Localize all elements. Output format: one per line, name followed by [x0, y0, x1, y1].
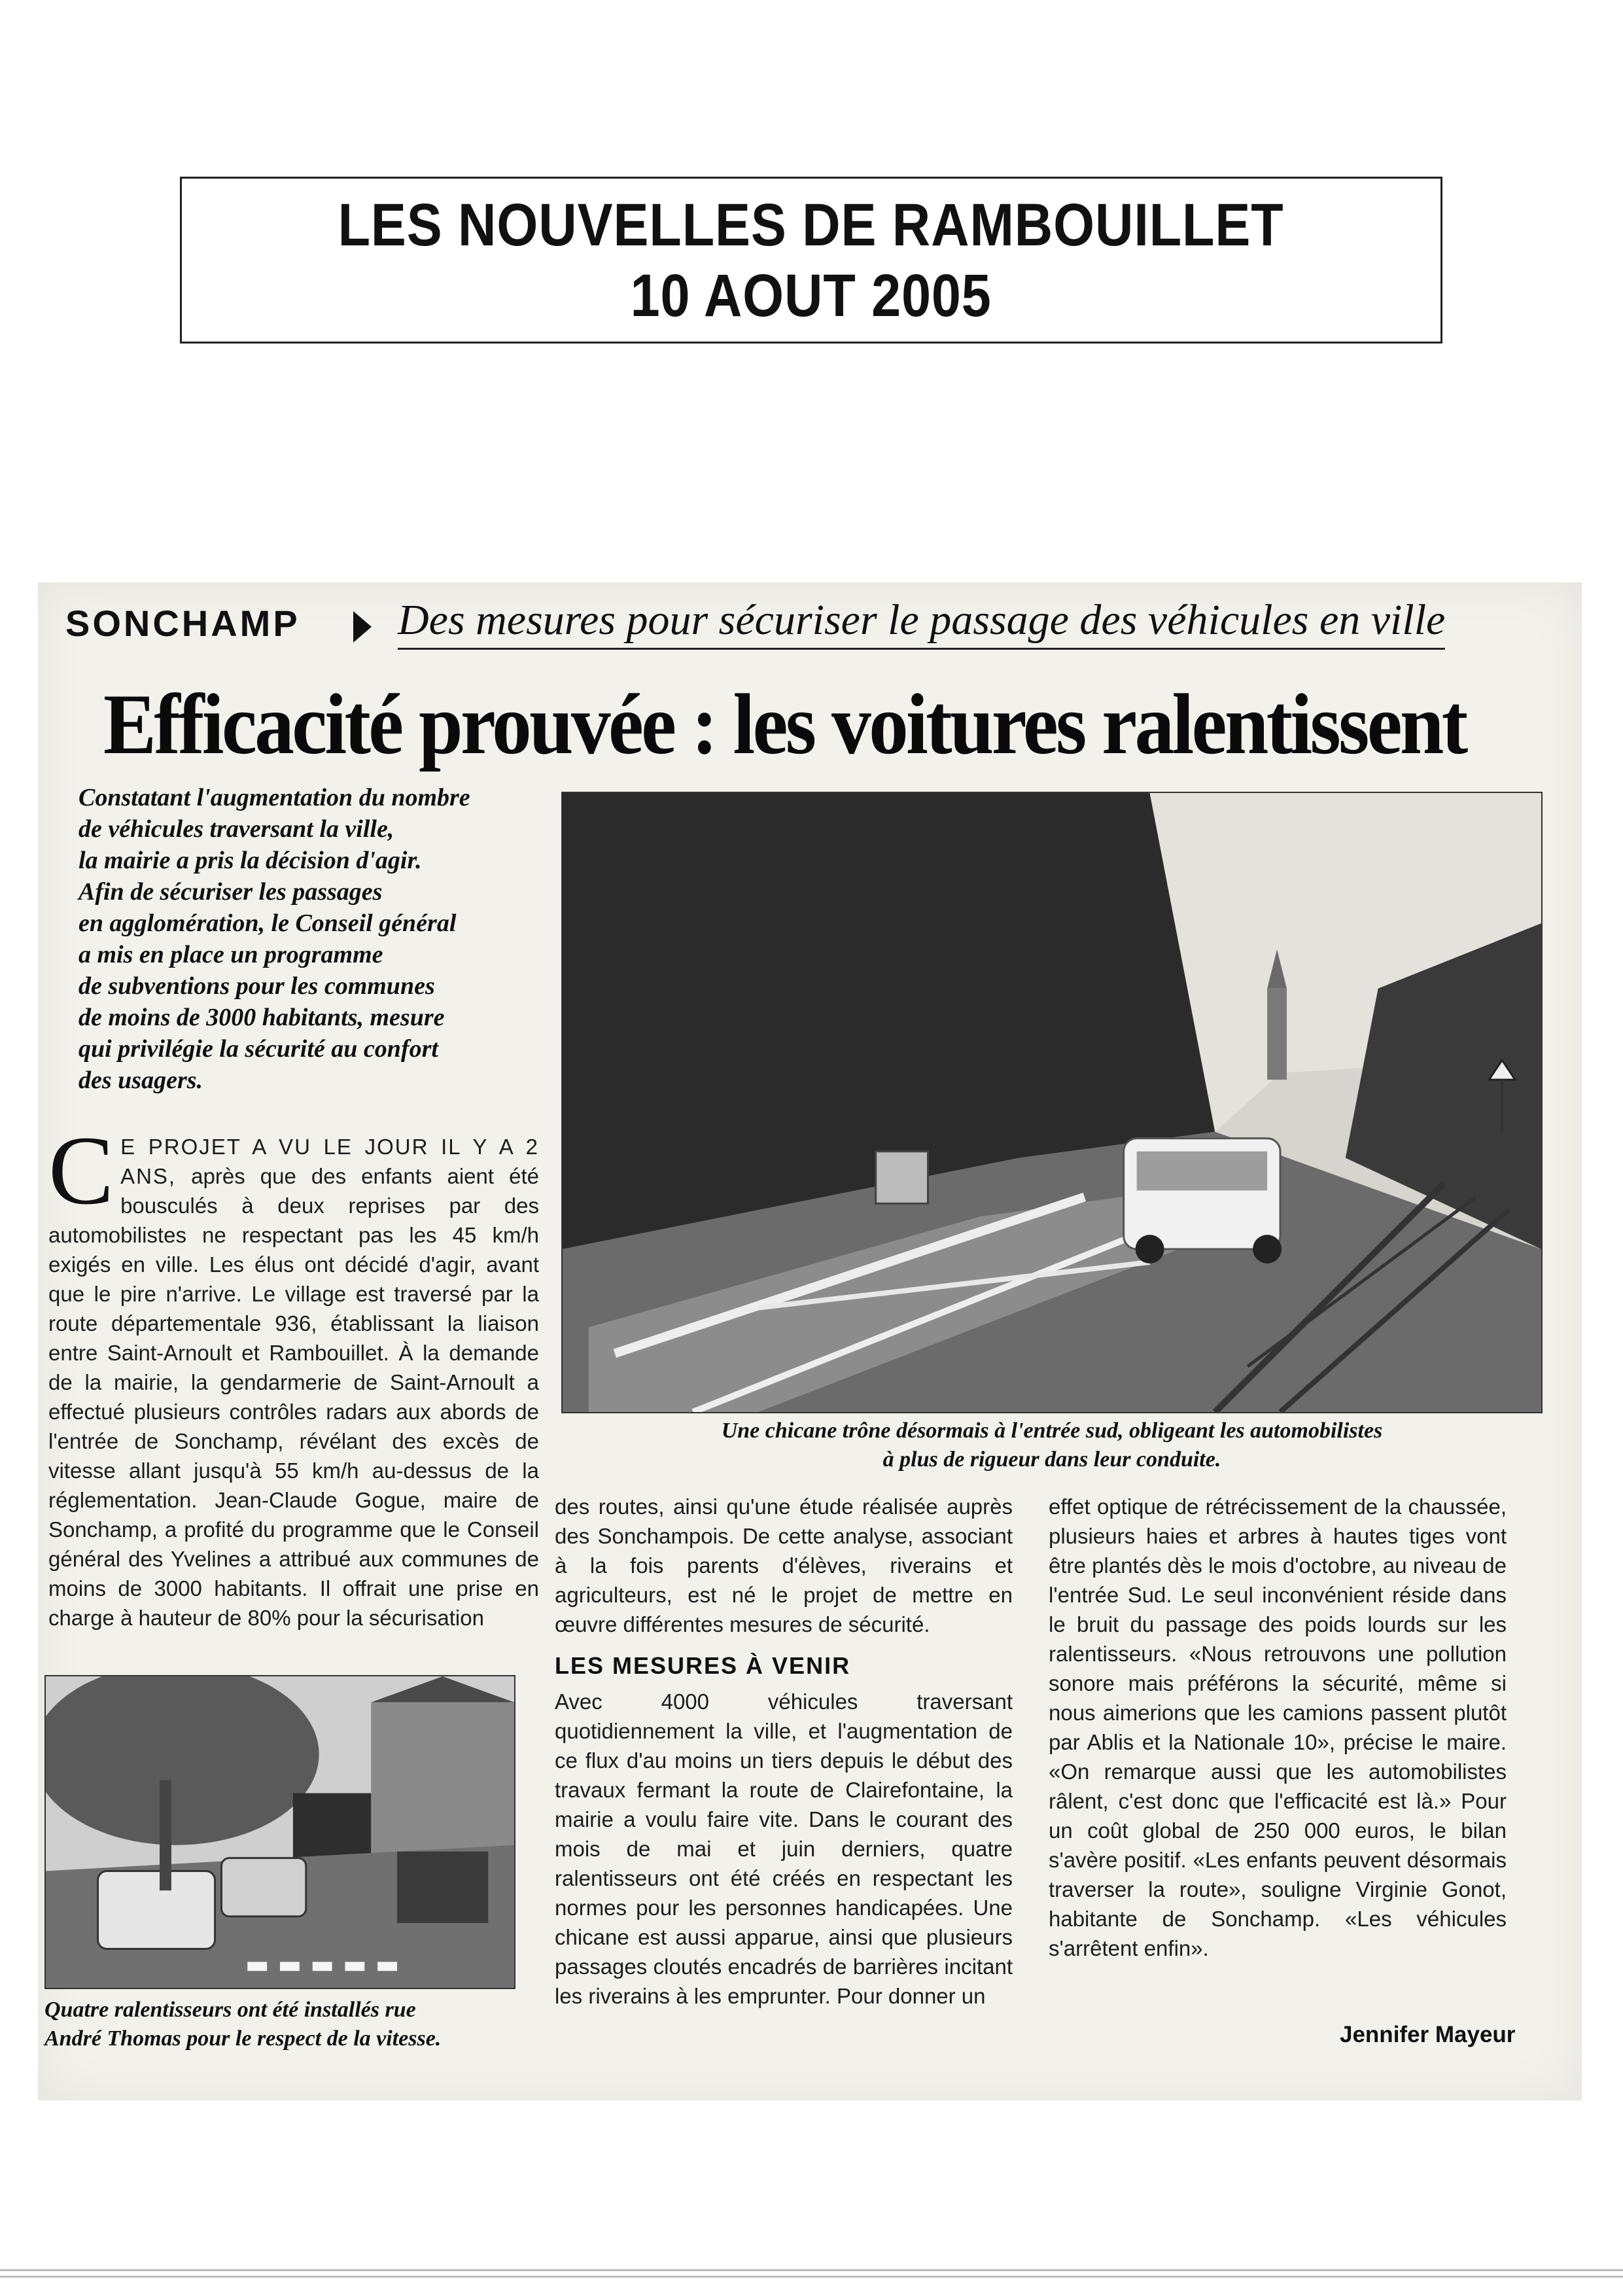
- article-deck: Des mesures pour sécuriser le passage des véhicules en ville: [398, 595, 1445, 650]
- caption-line: Quatre ralentisseurs ont été installés rue: [44, 1998, 416, 2022]
- standfirst-line: a mis en place un programme: [79, 941, 383, 968]
- scan-edge-line: [0, 2276, 1623, 2278]
- standfirst-line: en agglomération, le Conseil général: [79, 910, 457, 937]
- standfirst-line: de subventions pour les communes: [79, 972, 435, 1000]
- column-2-text-b: Avec 4000 véhicules traversant quotidiennement la ville, et l'augmentation de ce flux d'au moins un tiers depuis le début des travaux fermant la route de Clairefontaine, la mairie a voulu faire vite. Dans le courant des mois de mai et juin derniers, quatre ralentisseurs ont été créés en respectant les normes pour les personnes handicapées. Une chicane est aussi apparue, ainsi que plusieurs passages cloutés encadrés de barrières incitant les riverains à les emprunter. Pour donner un: [555, 1689, 1013, 2008]
- lead-in: E PROJET A VU LE JOUR IL Y A 2 ANS,: [120, 1135, 539, 1188]
- scan-edge-line: [0, 2269, 1623, 2271]
- author-signature: Jennifer Mayeur: [1340, 2022, 1516, 2047]
- chicane-photo: [561, 792, 1543, 1413]
- standfirst-line: de véhicules traversant la ville,: [79, 815, 394, 843]
- article-clipping: [38, 582, 1582, 2100]
- caption-line: Une chicane trône désormais à l'entrée sud, obligeant les automobilistes: [721, 1419, 1383, 1443]
- standfirst-line: la mairie a pris la décision d'agir.: [79, 847, 422, 874]
- publication-date: 10 AOUT 2005: [630, 262, 992, 329]
- section-label: SONCHAMP: [65, 603, 300, 644]
- standfirst-line: des usagers.: [79, 1067, 203, 1094]
- article-column-1: [48, 1116, 539, 1633]
- caption-line: André Thomas pour le respect de la vitesse.: [44, 2026, 442, 2051]
- column-3-text: effet optique de rétrécissement de la chaussée, plusieurs haies et arbres à hautes tiges vont être plantés dès le mois d'octobre, au niveau de l'entrée Sud. Le seul inconvénient réside dans le bruit du passage des poids lourds sur les ralentisseurs. «Nous retrouvons une pollution sonore mais préférons la sécurité, même si nous aimerions que les camions passent plutôt par Ablis et la Nationale 10», précise le maire. «On remarque aussi que les automobilistes râlent, c'est donc que l'efficacité est là.» Pour un coût global de 250 000 euros, le bilan s'avère positif. «Les enfants peuvent désormais traverser la route», souligne Virginie Gonot, habitante de Sonchamp. «Les véhicules s'arrêtent enfin».: [1049, 1494, 1507, 1960]
- standfirst-line: de moins de 3000 habitants, mesure: [79, 1004, 445, 1031]
- section-subhead: LES MESURES À VENIR: [555, 1652, 851, 1679]
- speed-bump-photo: [44, 1675, 515, 1989]
- article-headline: Efficacité prouvée : les voitures ralentissent: [103, 676, 1466, 772]
- newspaper-header-box: [180, 177, 1442, 344]
- main-photo-caption: [574, 1417, 1529, 1474]
- section-arrow-icon: [353, 611, 372, 643]
- caption-line: à plus de rigueur dans leur conduite.: [882, 1447, 1221, 1472]
- small-photo-caption: [44, 1996, 529, 2053]
- drop-cap: C: [48, 1116, 114, 1225]
- standfirst-line: Constatant l'augmentation du nombre: [79, 784, 470, 811]
- article-standfirst: [79, 782, 536, 1096]
- article-column-3: [1049, 1492, 1507, 1963]
- standfirst-line: qui privilégie la sécurité au confort: [79, 1035, 438, 1063]
- article-column-2: [555, 1492, 1013, 2011]
- column-1-text: après que des enfants aient été bousculés à deux reprises par des automobilistes ne respectant pas les 45 km/h exigés en ville. Les élus ont décidé d'agir, avant que le pire n'arrive. Le village est traversé par la route départementale 936, établissant la liaison entre Saint-Arnoult et Rambouillet. À la demande de la mairie, la gendarmerie de Saint-Arnoult a effectué plusieurs contrôles radars aux abords de l'entrée de Sonchamp, révélant des excès de vitesse allant jusqu'à 55 km/h au-dessus de la réglementation. Jean-Claude Gogue, maire de Sonchamp, a profité du programme que le Conseil général des Yvelines a attribué aux communes de moins de 3000 habitants. Il offrait une prise en charge à hauteur de 80% pour la sécurisation: [48, 1164, 539, 1630]
- column-2-text: des routes, ainsi qu'une étude réalisée auprès des Sonchampois. De cette analyse, associant à la fois parents d'élèves, riverains et agriculteurs, est né le projet de mettre en œuvre différentes mesures de sécurité.: [555, 1494, 1013, 1636]
- standfirst-line: Afin de sécuriser les passages: [79, 878, 383, 906]
- newspaper-name: LES NOUVELLES DE RAMBOUILLET: [338, 191, 1284, 258]
